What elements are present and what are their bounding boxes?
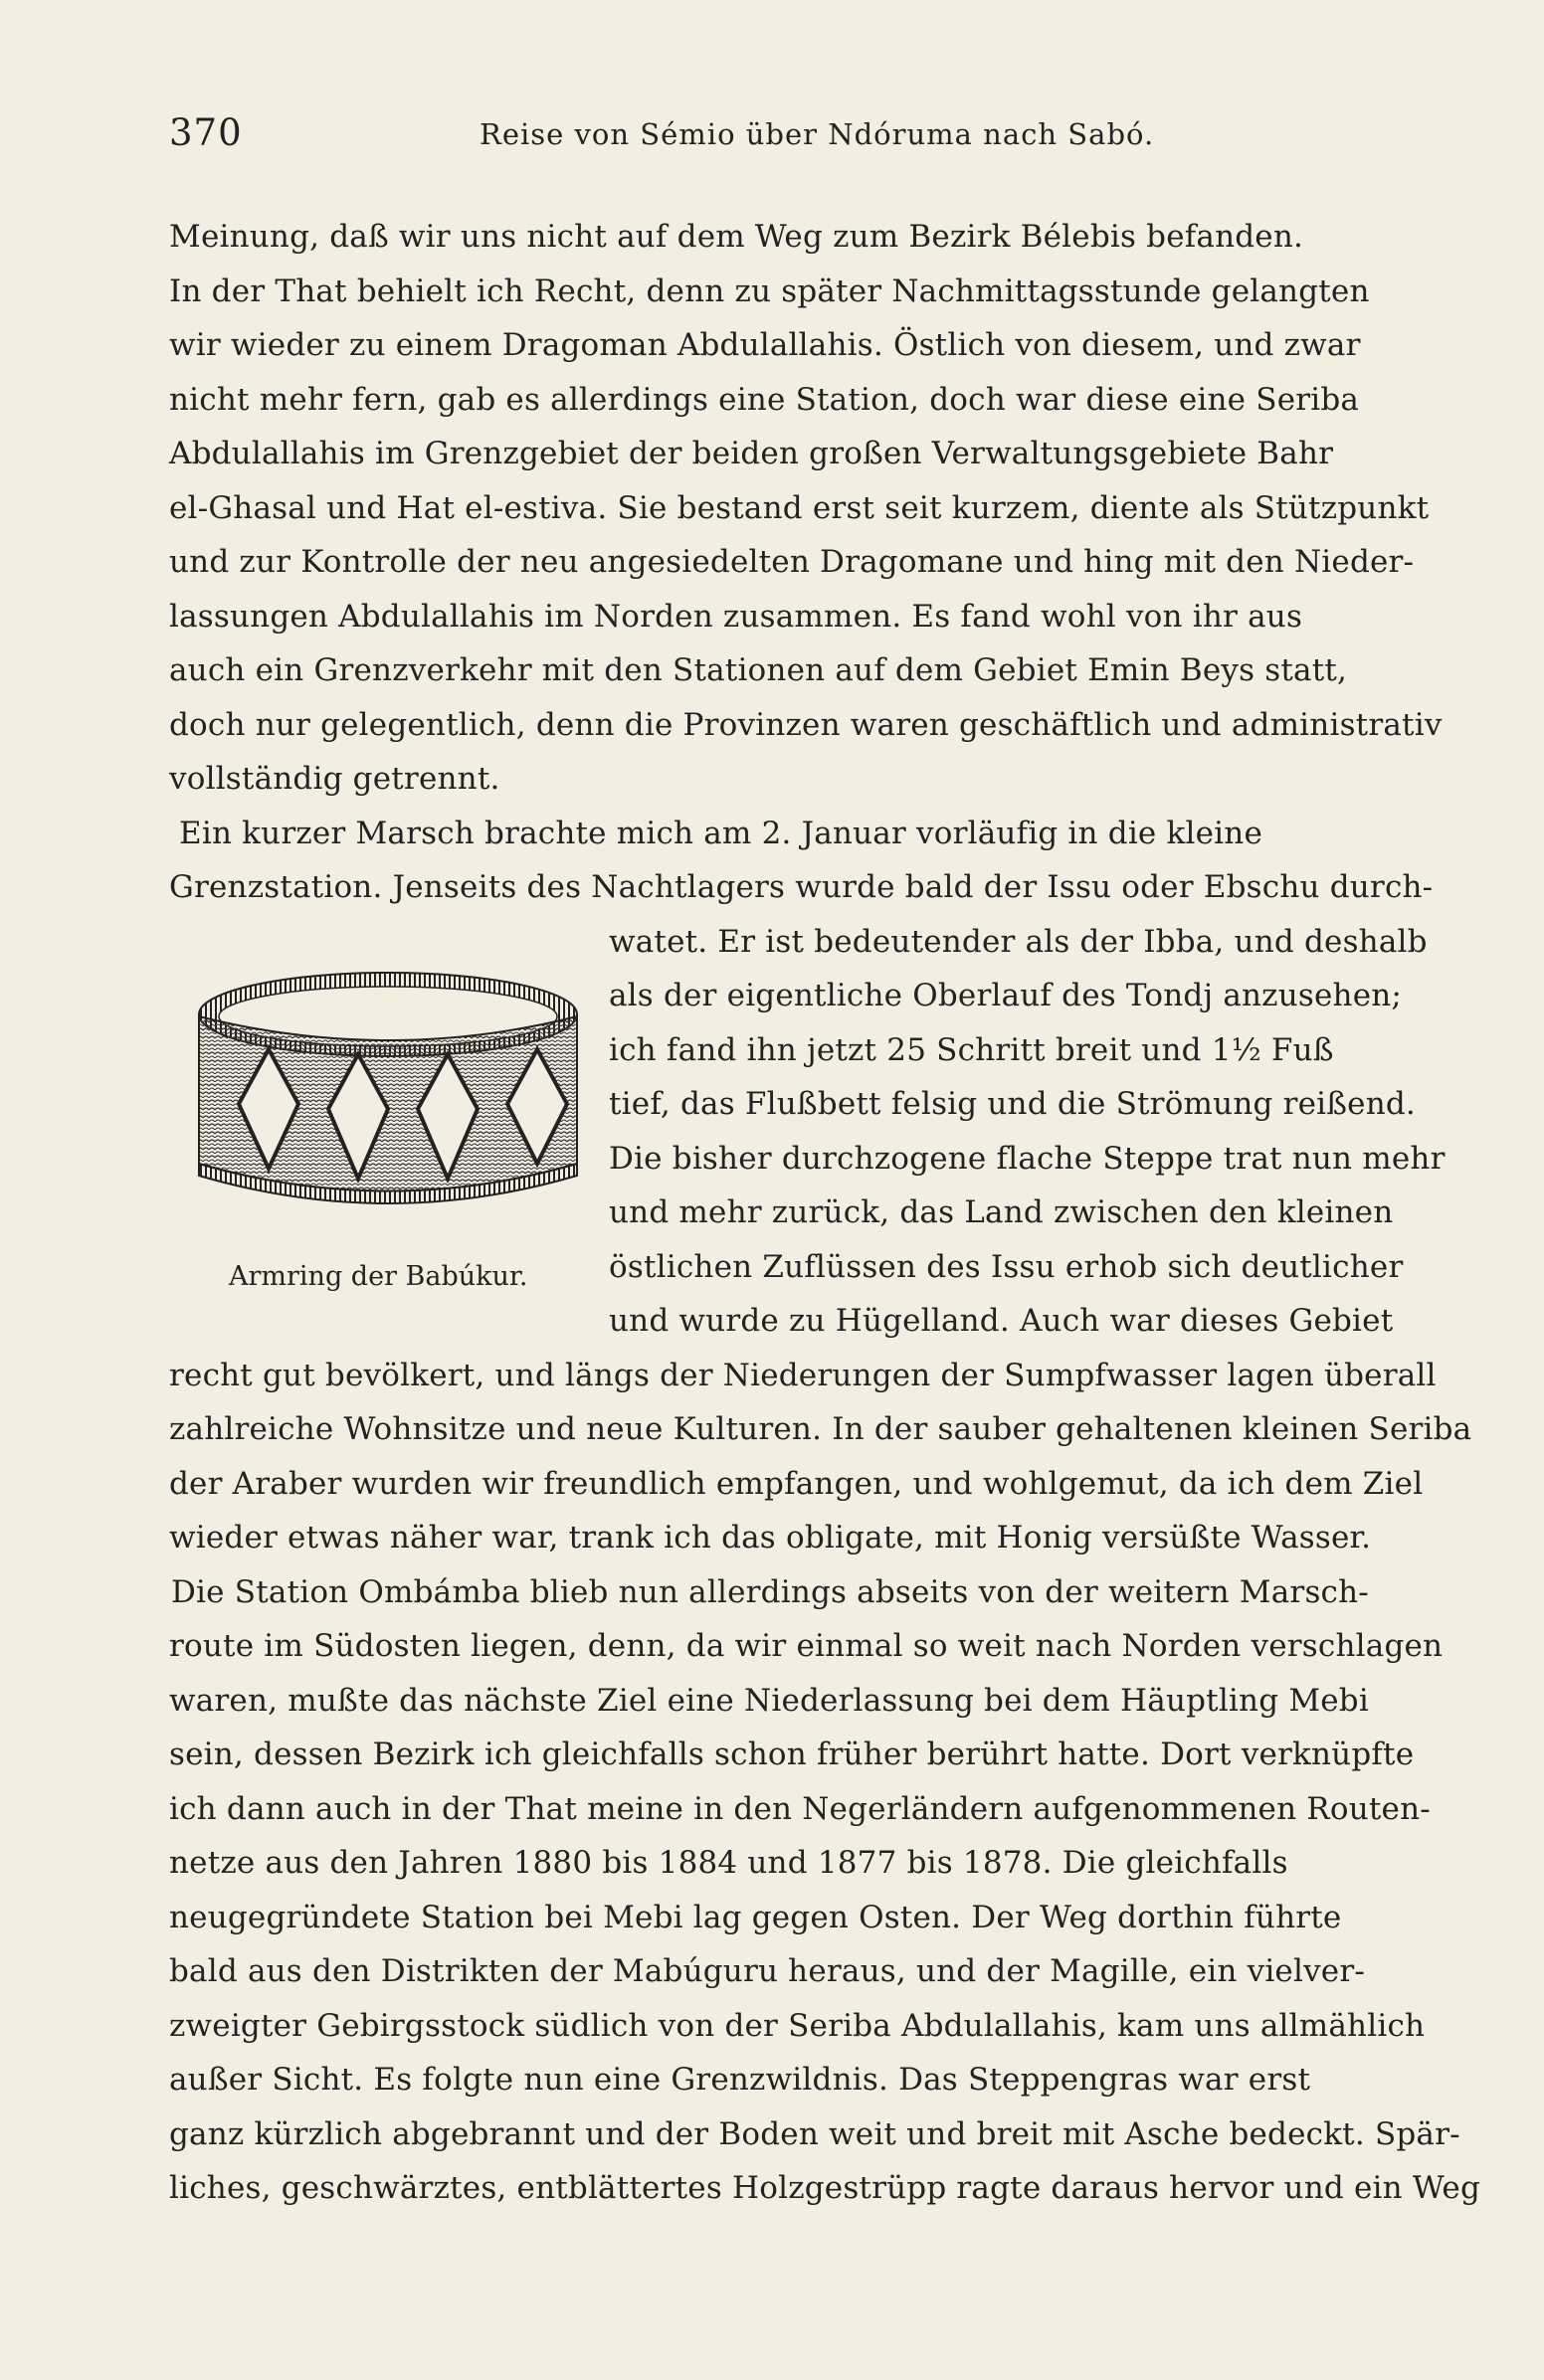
- text-line: ich dann auch in der That meine in den Negerländern aufgenommenen Routen-: [169, 1790, 1431, 1827]
- text-line: bald aus den Distrikten der Mabúguru heraus, und der Magille, ein vielver-: [169, 1953, 1366, 1989]
- text-line: wir wieder zu einem Dragoman Abdulallahis. Östlich von diesem, und zwar: [169, 327, 1361, 363]
- text-line: und mehr zurück, das Land zwischen den kleinen: [609, 1194, 1394, 1230]
- text-line: Abdulallahis im Grenzgebiet der beiden großen Verwaltungsgebiete Bahr: [169, 436, 1334, 471]
- text-line: außer Sicht. Es folgte nun eine Grenzwildnis. Das Steppengras war erst: [169, 2062, 1311, 2098]
- text-line: watet. Er ist bedeutender als der Ibba, und deshalb: [609, 923, 1428, 960]
- text-line: lassungen Abdulallahis im Norden zusammen. Es fand wohl von ihr aus: [169, 598, 1303, 635]
- text-line: sein, dessen Bezirk ich gleichfalls schon früher berührt hatte. Dort verknüpfte: [169, 1737, 1415, 1772]
- text-line: doch nur gelegentlich, denn die Provinzen waren geschäftlich und administrativ: [169, 706, 1443, 743]
- text-line: waren, mußte das nächste Ziel eine Niederlassung bei dem Häuptling Mebi: [169, 1682, 1369, 1719]
- text-line: In der That behielt ich Recht, denn zu später Nachmittagsstunde gelangten: [169, 273, 1370, 309]
- armring-illustration: [179, 955, 597, 1253]
- text-line: zweigter Gebirgsstock südlich von der Seriba Abdulallahis, kam uns allmählich: [169, 2007, 1426, 2044]
- text-line: liches, geschwärztes, entblättertes Holzgestrüpp ragte daraus hervor und ein Weg: [169, 2170, 1480, 2206]
- text-line: ich fand ihn jetzt 25 Schritt breit und 1½ Fuß: [609, 1031, 1334, 1068]
- text-line: Die Station Ombámba blieb nun allerdings abseits von der weitern Marsch-: [171, 1573, 1369, 1610]
- text-line: netze aus den Jahren 1880 bis 1884 und 1877 bis 1878. Die gleichfalls: [169, 1845, 1288, 1881]
- text-line: zahlreiche Wohnsitze und neue Kulturen. In der sauber gehaltenen kleinen Seriba: [169, 1411, 1472, 1447]
- text-line: auch ein Grenzverkehr mit den Stationen auf dem Gebiet Emin Beys statt,: [169, 652, 1348, 688]
- text-line: wieder etwas näher war, trank ich das obligate, mit Honig versüßte Wasser.: [169, 1520, 1372, 1556]
- text-line: recht gut bevölkert, und längs der Niederungen der Sumpfwasser lagen überall: [169, 1357, 1437, 1393]
- figure: [179, 955, 597, 1308]
- text-line: Grenzstation. Jenseits des Nachtlagers wurde bald der Issu oder Ebschu durch-: [169, 869, 1434, 905]
- text-line: tief, das Flußbett felsig und die Strömung reißend.: [609, 1086, 1416, 1122]
- text-line: östlichen Zuflüssen des Issu erhob sich deutlicher: [609, 1248, 1404, 1285]
- text-line: route im Südosten liegen, denn, da wir einmal so weit nach Norden verschlagen: [169, 1628, 1444, 1664]
- text-line: Meinung, daß wir uns nicht auf dem Weg zum Bezirk Bélebis befanden.: [169, 219, 1304, 255]
- page-number: 370: [169, 111, 243, 154]
- text-line: Die bisher durchzogene flache Steppe trat nun mehr: [609, 1140, 1446, 1177]
- text-line: neugegründete Station bei Mebi lag gegen Osten. Der Weg dorthin führte: [169, 1899, 1342, 1935]
- text-line: ganz kürzlich abgebrannt und der Boden weit und breit mit Asche bedeckt. Spär-: [169, 2115, 1460, 2152]
- text-line: und zur Kontrolle der neu angesiedelten Dragomane und hing mit den Nieder-: [169, 544, 1415, 580]
- page-header: [169, 111, 1512, 161]
- text-line: vollständig getrennt.: [169, 761, 500, 797]
- text-line: als der eigentliche Oberlauf des Tondj anzusehen;: [609, 978, 1403, 1013]
- text-line: der Araber wurden wir freundlich empfangen, und wohlgemut, da ich dem Ziel: [169, 1465, 1424, 1502]
- text-line: Ein kurzer Marsch brachte mich am 2. Januar vorläufig in die kleine: [179, 815, 1262, 851]
- running-title: Reise von Sémio über Ndóruma nach Sabó.: [480, 117, 1155, 151]
- text-line: nicht mehr fern, gab es allerdings eine Station, doch war diese eine Seriba: [169, 381, 1360, 418]
- text-line: el-Ghasal und Hat el-estiva. Sie bestand erst seit kurzem, diente als Stützpunkt: [169, 489, 1430, 526]
- figure-caption: Armring der Babúkur.: [229, 1261, 528, 1292]
- text-line: und wurde zu Hügelland. Auch war dieses Gebiet: [609, 1303, 1394, 1339]
